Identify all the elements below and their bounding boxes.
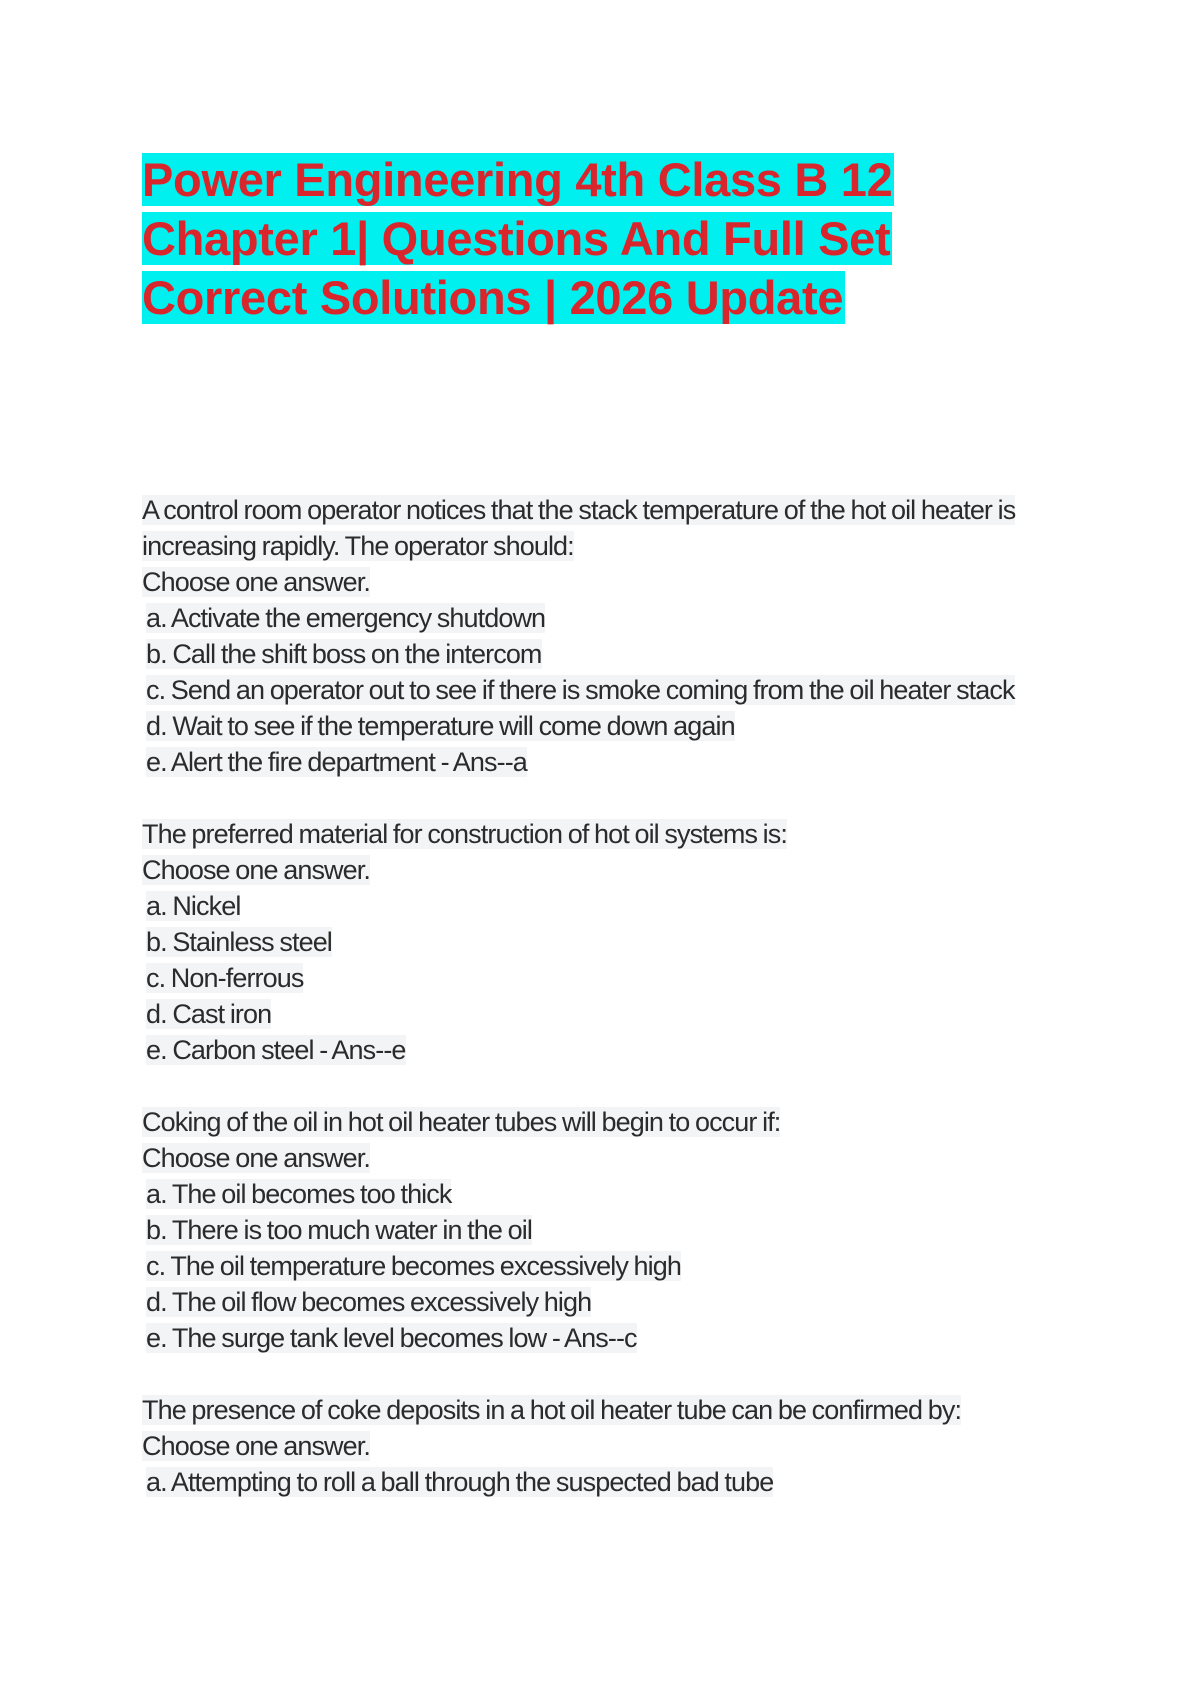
answer-option: b. Call the shift boss on the intercom [146,639,542,669]
question-stem: A control room operator notices that the stack temperature of the hot oil heater is increasing rapidly. The operator should: [142,495,1016,561]
question-stem: Coking of the oil in hot oil heater tubes will begin to occur if: [142,1107,781,1137]
question-prompt: Choose one answer. [142,1143,370,1173]
question-2 [142,816,1062,1068]
question-prompt: Choose one answer. [142,855,370,885]
question-prompt: Choose one answer. [142,1431,370,1461]
answer-option: d. Cast iron [146,999,272,1029]
question-list [142,492,1062,1500]
answer-option: d. The oil flow becomes excessively high [146,1287,592,1317]
answer-option: e. The surge tank level becomes low - Ans--c [146,1323,637,1353]
answer-option: a. Activate the emergency shutdown [146,603,546,633]
answer-option: a. Nickel [146,891,241,921]
question-4 [142,1392,1062,1500]
answer-option: a. The oil becomes too thick [146,1179,452,1209]
question-prompt: Choose one answer. [142,567,370,597]
question-1 [142,492,1062,780]
document-page [142,150,1062,1536]
answer-option: c. The oil temperature becomes excessively high [146,1251,681,1281]
answer-option: d. Wait to see if the temperature will come down again [146,711,735,741]
title-highlight: Power Engineering 4th Class B 12 Chapter 1| Questions And Full Set Correct Solutions | 2026 Update [142,153,893,324]
document-title [142,150,1062,327]
answer-option: a. Attempting to roll a ball through the suspected bad tube [146,1467,774,1497]
answer-option: b. There is too much water in the oil [146,1215,532,1245]
question-stem: The presence of coke deposits in a hot oil heater tube can be confirmed by: [142,1395,962,1425]
question-stem: The preferred material for construction of hot oil systems is: [142,819,787,849]
answer-option: e. Carbon steel - Ans--e [146,1035,406,1065]
question-3 [142,1104,1062,1356]
answer-option: c. Non-ferrous [146,963,304,993]
answer-option: e. Alert the fire department - Ans--a [146,747,527,777]
answer-option: c. Send an operator out to see if there is smoke coming from the oil heater stack [146,675,1015,705]
answer-option: b. Stainless steel [146,927,332,957]
